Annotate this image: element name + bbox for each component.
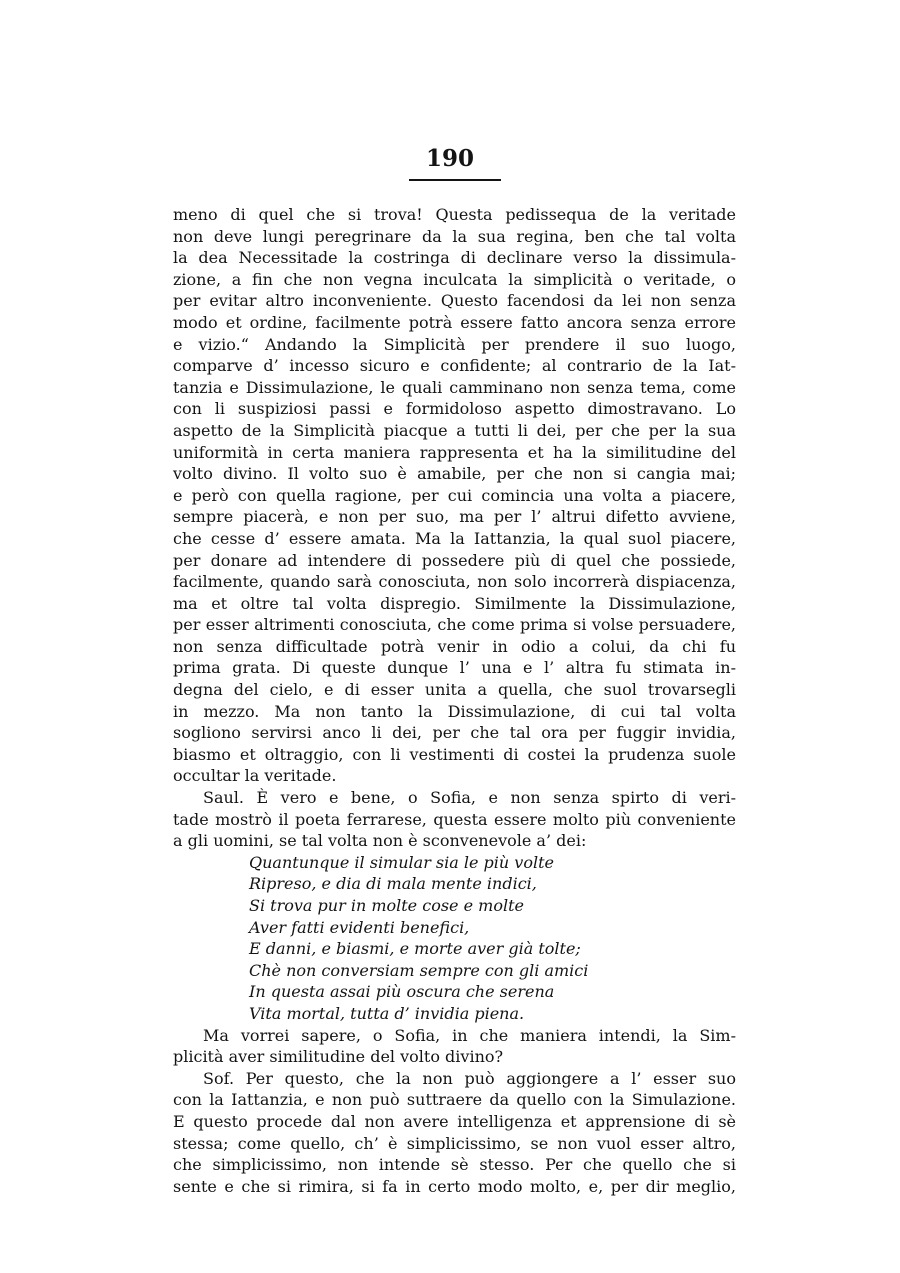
- text-line: Saul. È vero e bene, o Sofia, e non senza spirto di veri-: [203, 788, 736, 808]
- verse-line: Quantunque il simular sia le più volte: [249, 852, 554, 872]
- text-line: ma et oltre tal volta dispregio. Similmente la Dissimulazione,: [173, 593, 736, 613]
- text-line: per esser altrimenti conosciuta, che come prima si volse persuadere,: [173, 615, 736, 635]
- verse-line: In questa assai più oscura che serena: [249, 982, 555, 1002]
- verse-line: E danni, e biasmi, e morte aver già tolte;: [249, 939, 581, 959]
- text-line: per donare ad intendere di possedere più di quel che possiede,: [173, 550, 736, 570]
- text-line: comparve d’ incesso sicuro e confidente; al contrario de la Iat-: [173, 356, 736, 376]
- page-number: 190: [425, 145, 474, 172]
- text-line: in mezzo. Ma non tanto la Dissimulazione, di cui tal volta: [173, 701, 736, 721]
- text-line: che cesse d’ essere amata. Ma la Iattanzia, la qual suol piacere,: [173, 528, 736, 548]
- verse-line: Ripreso, e dia di mala mente indici,: [249, 874, 537, 894]
- text-line: Ma vorrei sapere, o Sofia, in che maniera intendi, la Sim-: [203, 1025, 736, 1045]
- verse-line: Aver fatti evidenti benefici,: [249, 917, 470, 937]
- text-line: e però con quella ragione, per cui comincia una volta a piacere,: [173, 485, 736, 505]
- text-line: E questo procede dal non avere intelligenza et apprensione di sè: [173, 1111, 736, 1131]
- text-line: la dea Necessitade la costringa di declinare verso la dissimula-: [173, 248, 736, 268]
- verse-line: Chè non conversiam sempre con gli amici: [249, 960, 589, 980]
- text-line: per evitar altro inconveniente. Questo facendosi da lei non senza: [173, 291, 736, 311]
- text-line: non deve lungi peregrinare da la sua regina, ben che tal volta: [173, 226, 736, 246]
- text-line: aspetto de la Simplicità piacque a tutti li dei, per che per la sua: [173, 420, 736, 440]
- verse-line: Vita mortal, tutta d’ invidia piena.: [249, 1003, 525, 1023]
- text-line: tade mostrò il poeta ferrarese, questa essere molto più conveniente: [173, 809, 736, 829]
- text-line: stessa; come quello, ch’ è simplicissimo, se non vuol esser altro,: [173, 1133, 736, 1153]
- page-number-rule: [409, 179, 501, 181]
- text-line: uniformità in certa maniera rappresenta et ha la similitudine del: [173, 442, 736, 462]
- text-line: sempre piacerà, e non per suo, ma per l’ altrui difetto avviene,: [173, 507, 736, 527]
- text-line: plicità aver similitudine del volto divino?: [173, 1047, 504, 1067]
- text-line: biasmo et oltraggio, con li vestimenti di costei la prudenza suole: [173, 744, 736, 764]
- text-line: degna del cielo, e di esser unita a quella, che suol trovarsegli: [173, 680, 736, 700]
- text-line: prima grata. Di queste dunque l’ una e l’ altra fu stimata in-: [173, 658, 736, 678]
- text-line: modo et ordine, facilmente potrà essere fatto ancora senza errore: [173, 312, 736, 332]
- text-line: facilmente, quando sarà conosciuta, non solo incorrerà dispiacenza,: [173, 572, 736, 592]
- text-line: non senza difficultade potrà venir in odio a colui, da chi fu: [173, 636, 736, 656]
- text-line: a gli uomini, se tal volta non è sconvenevole a’ dei:: [173, 831, 587, 851]
- text-line: Sof. Per questo, che la non può aggiongere a l’ esser suo: [203, 1068, 736, 1088]
- text-line: zione, a fin che non vegna inculcata la simplicità o veritade, o: [173, 269, 736, 289]
- text-line: sente e che si rimira, si fa in certo modo molto, e, per dir meglio,: [173, 1176, 736, 1196]
- text-line: occultar la veritade.: [173, 766, 337, 786]
- text-line: volto divino. Il volto suo è amabile, per che non si cangia mai;: [173, 464, 736, 484]
- text-line: con la Iattanzia, e non può suttraere da quello con la Simulazione.: [173, 1090, 736, 1110]
- text-line: tanzia e Dissimulazione, le quali camminano non senza tema, come: [173, 377, 736, 397]
- text-line: con li suspiziosi passi e formidoloso aspetto dimostravano. Lo: [173, 399, 736, 419]
- body-text: [173, 204, 736, 1197]
- text-line: sogliono servirsi anco li dei, per che tal ora per fuggir invidia,: [173, 723, 736, 743]
- text-line: e vizio.“ Andando la Simplicità per prendere il suo luogo,: [173, 334, 736, 354]
- text-line: che simplicissimo, non intende sè stesso. Per che quello che si: [173, 1155, 736, 1175]
- text-line: meno di quel che si trova! Questa pedissequa de la veritade: [173, 205, 736, 224]
- verse-line: Si trova pur in molte cose e molte: [249, 896, 524, 915]
